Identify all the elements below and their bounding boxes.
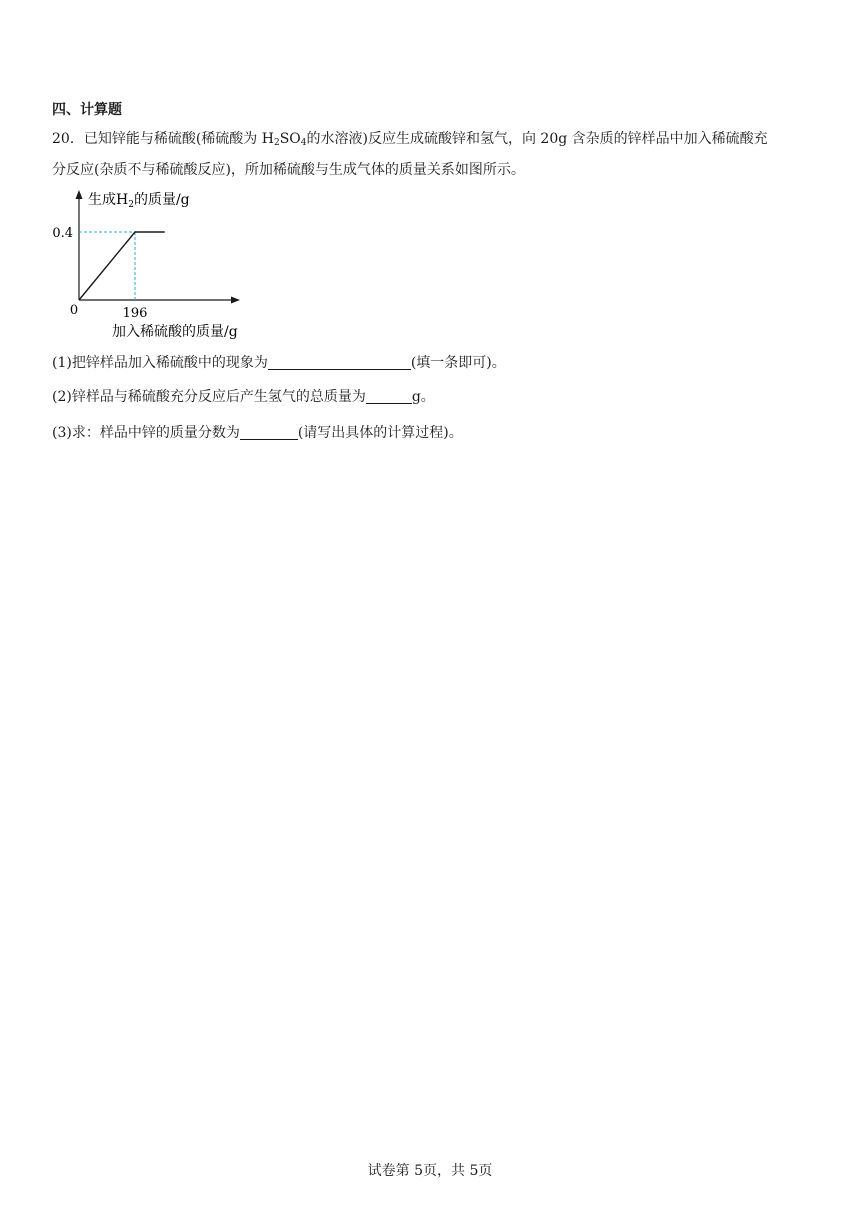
mass-chart: [50, 186, 255, 346]
y-tick-label: 0.4: [52, 226, 73, 241]
section-title: 四、计算题: [52, 102, 122, 118]
question-line-2: 分反应(杂质不与稀硫酸反应)，所加稀硫酸与生成气体的质量关系如图所示。: [52, 162, 525, 178]
y-axis-label-sub: 2: [128, 200, 134, 210]
question-text-a: 已知锌能与稀硫酸(稀硫酸为 H: [83, 131, 274, 147]
subscript-2: 2: [273, 138, 280, 148]
question-number: 20．: [52, 131, 84, 147]
y-axis-label: [88, 191, 190, 210]
subquestion-2: [52, 386, 435, 406]
question-text-b: SO: [279, 131, 301, 147]
subquestion-1-suffix: (填一条即可)。: [410, 355, 506, 371]
subquestion-1-prefix: (1)把锌样品加入稀硫酸中的现象为: [52, 355, 268, 371]
y-axis-label-prefix: 生成H: [88, 192, 129, 208]
data-line: [79, 232, 165, 300]
subscript-4: 4: [300, 138, 307, 148]
page-footer: 试卷第 5页，共 5页: [367, 1163, 493, 1179]
subquestion-2-prefix: (2)锌样品与稀硫酸充分反应后产生氢气的总质量为: [52, 389, 366, 405]
answer-blank-1[interactable]: [268, 355, 411, 370]
x-axis-arrow: [231, 297, 240, 304]
subquestion-3-suffix: (请写出具体的计算过程)。: [297, 425, 463, 441]
origin-label: 0: [69, 303, 79, 318]
x-axis-label: 加入稀硫酸的质量/g: [112, 324, 238, 340]
subquestion-3-prefix: (3)求：样品中锌的质量分数为: [52, 425, 240, 441]
x-tick-label: 196: [122, 306, 148, 321]
y-axis-label-suffix: 的质量/g: [133, 192, 190, 208]
answer-blank-3[interactable]: [240, 425, 298, 440]
question-line-1: [52, 128, 768, 148]
answer-blank-2[interactable]: [366, 389, 412, 404]
subquestion-1: [52, 352, 506, 372]
subquestion-2-suffix: g。: [411, 389, 435, 405]
question-text-c: 的水溶液)反应生成硫酸锌和氢气，向 20g 含杂质的锌样品中加入稀硫酸充: [306, 131, 768, 147]
y-axis-arrow: [76, 190, 83, 199]
subquestion-3: [52, 422, 463, 442]
